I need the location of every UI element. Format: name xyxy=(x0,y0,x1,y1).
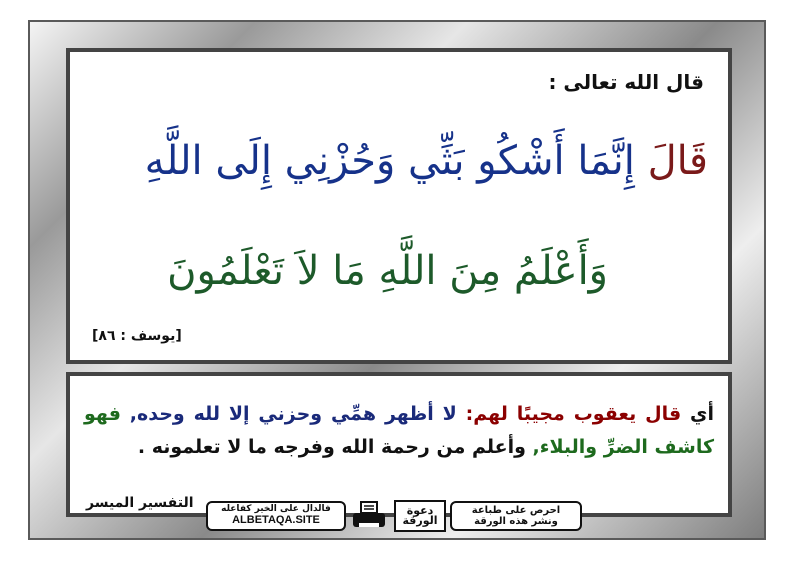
printer-icon xyxy=(350,501,390,531)
advice-line-2: ونشر هذه الورقة xyxy=(474,516,558,527)
footer-bar xyxy=(206,498,592,534)
verse-reference: [يوسف : ٨٦] xyxy=(92,328,182,344)
verse-panel xyxy=(66,48,732,364)
tafsir-part-green: فهو كاشف الضرِّ والبلاء, xyxy=(84,403,714,459)
tafsir-part-blue: لا أظهر همِّي وحزني إلا لله وحده, xyxy=(129,403,466,425)
verse-intro: قال الله تعالى : xyxy=(548,70,704,94)
advice-badge xyxy=(450,501,582,531)
tafsir-speaker: قال يعقوب مجيبًا لهم: xyxy=(465,403,682,425)
tafsir-source: التفسير الميسر xyxy=(86,495,194,511)
dawah-logo: دعوة الورقة xyxy=(394,500,446,532)
tafsir-part-end: وأعلم من رحمة الله وفرجه ما لا تعلمونه . xyxy=(137,436,533,459)
advice-line-1: احرص على طباعة xyxy=(471,504,561,516)
tafsir-lead: أي xyxy=(681,403,714,425)
tafsir-panel xyxy=(66,372,732,517)
site-hadith: فالدال على الخير كفاعله xyxy=(221,503,331,514)
site-badge[interactable] xyxy=(206,501,346,531)
site-url[interactable]: ALBETAQA.SITE xyxy=(232,513,320,526)
verse-line-1-qala: قَالَ xyxy=(634,138,708,184)
verse-line-2: وَأَعْلَمُ مِنَ اللَّهِ مَا لاَ تَعْلَمُونَ xyxy=(167,248,608,294)
verse-line-1 xyxy=(90,138,708,184)
tafsir-text xyxy=(84,398,714,465)
card-frame xyxy=(28,20,766,540)
verse-line-1-rest: إِنَّمَا أَشْكُو بَثِّي وَحُزْنِي إِلَى اللَّهِ xyxy=(144,138,635,184)
